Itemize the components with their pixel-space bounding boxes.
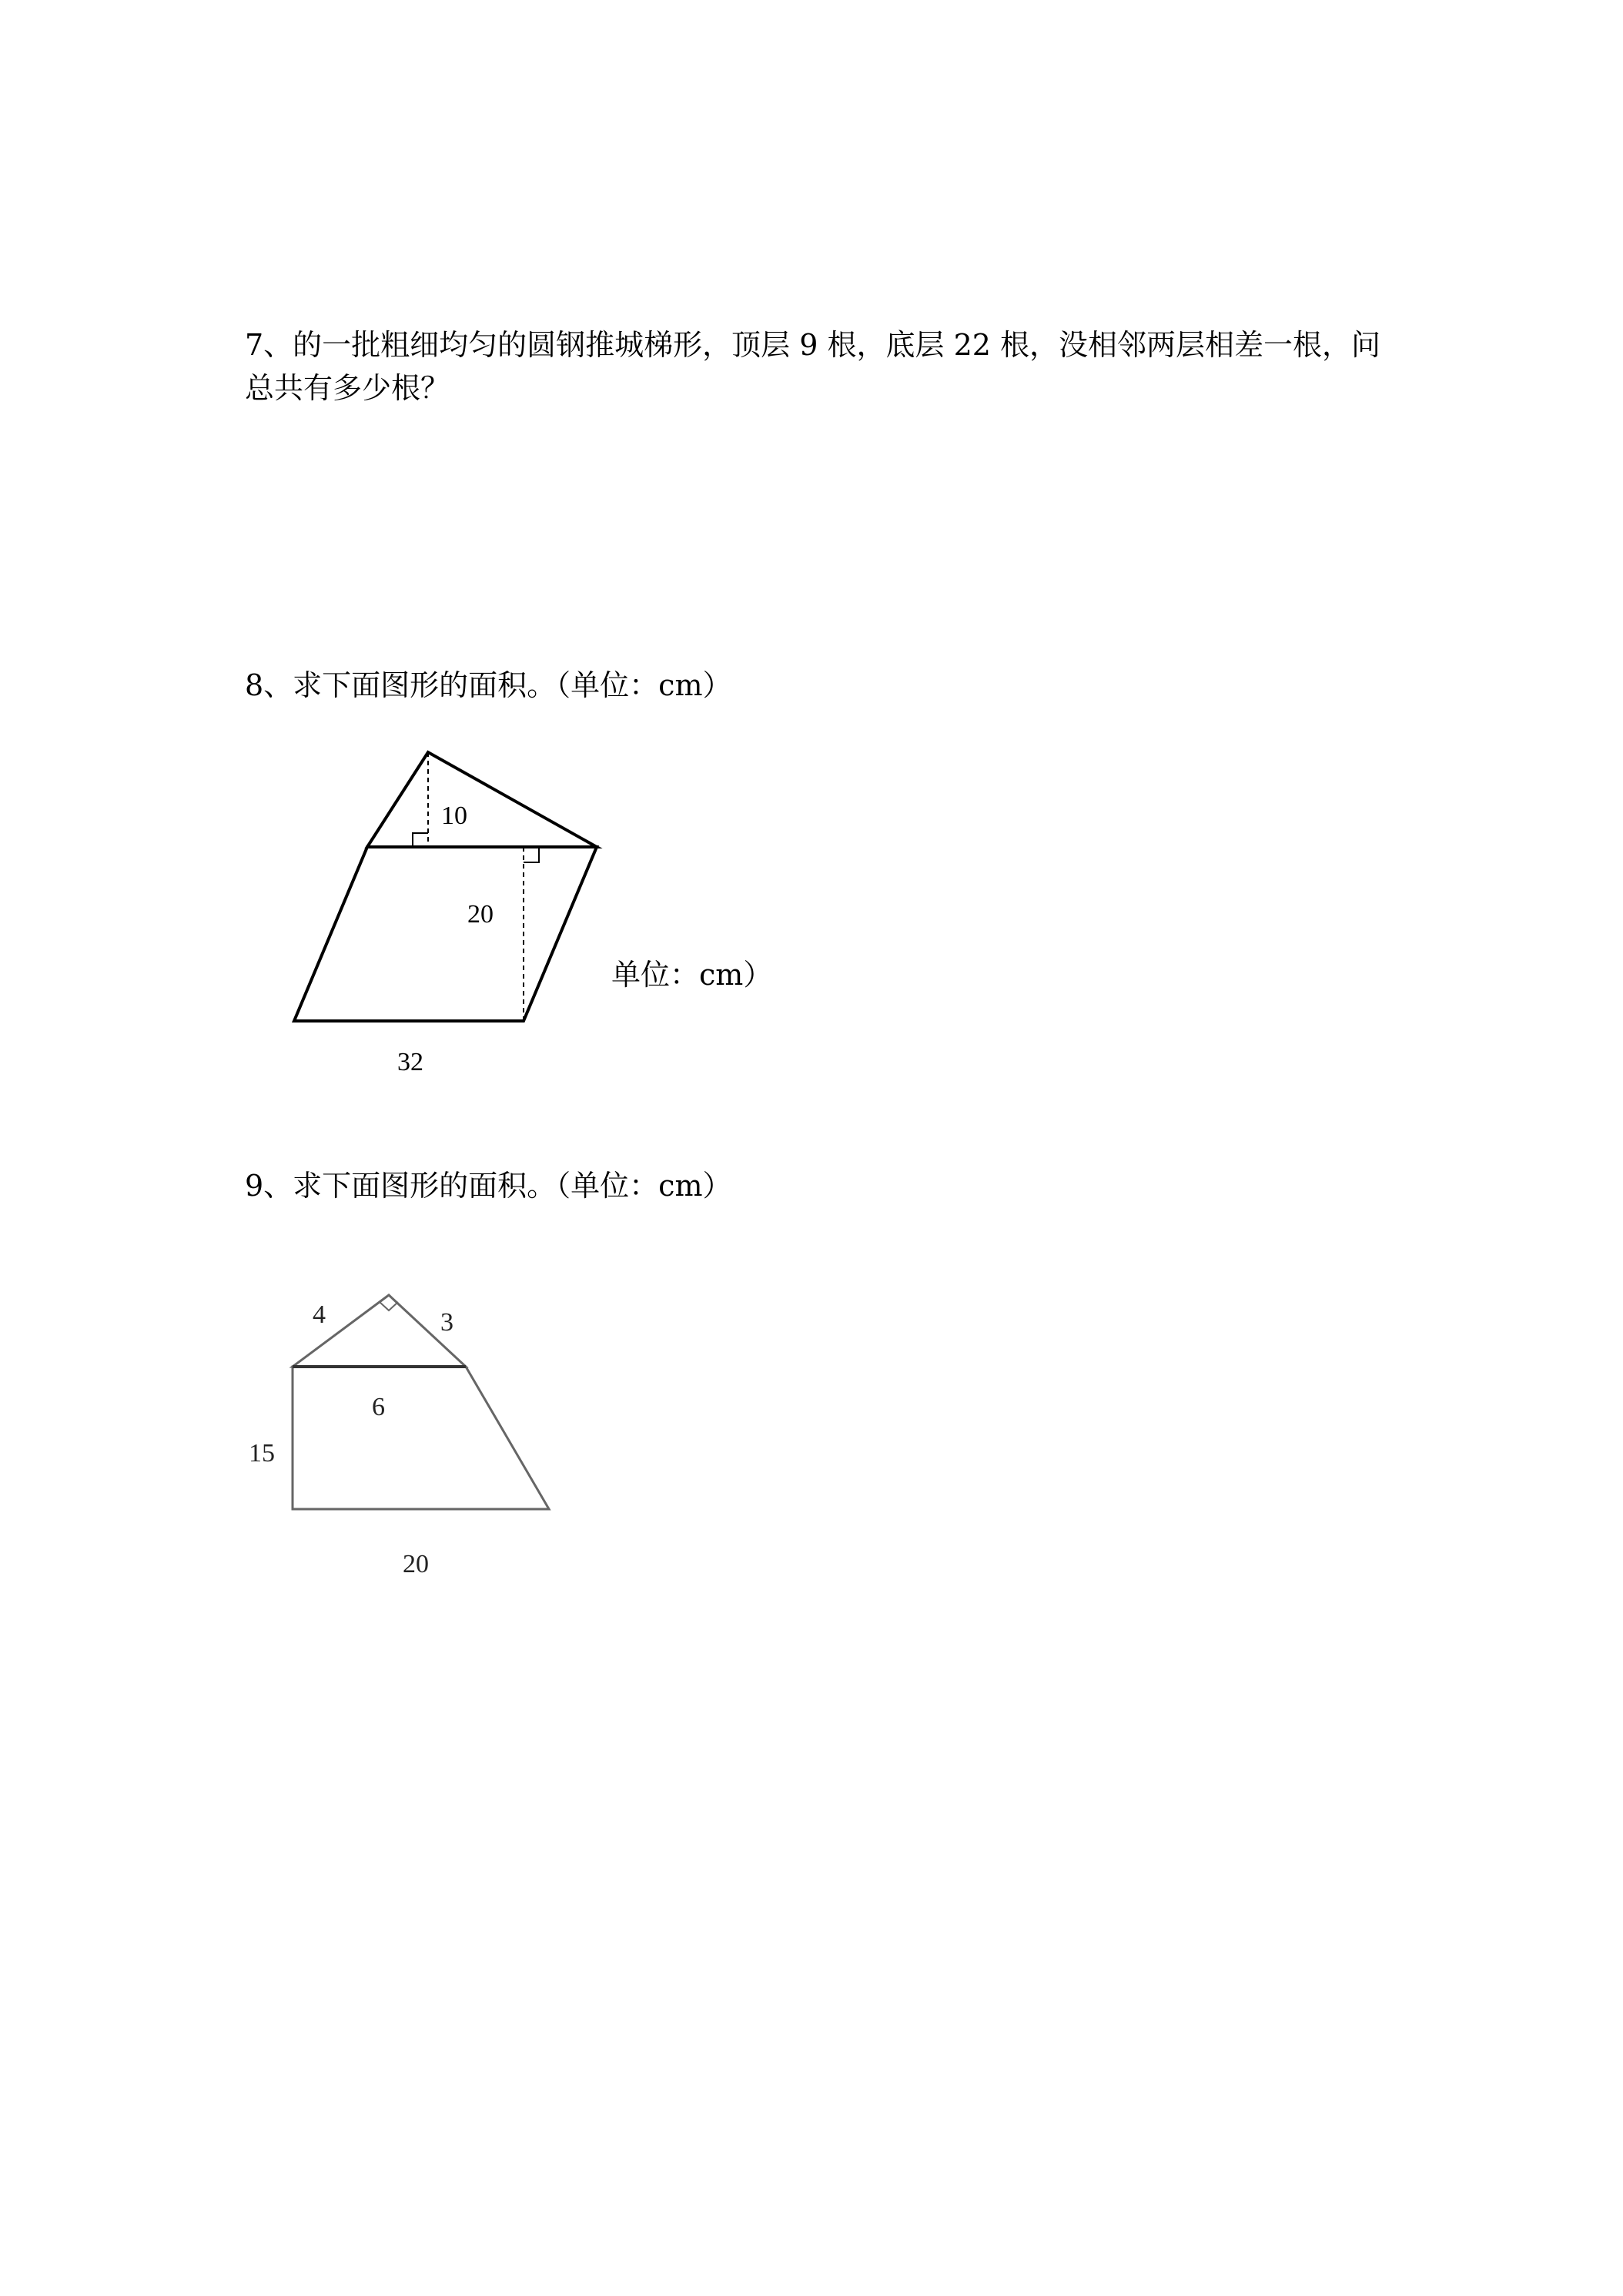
fig9-label-height: 15	[249, 1439, 275, 1468]
fig8-parallelogram	[294, 847, 597, 1021]
figure-8-unit-note: 单位：cm）	[611, 958, 773, 992]
fig9-label-leg-left: 4	[313, 1300, 326, 1329]
fig9-trapezoid	[293, 1367, 549, 1509]
fig9-right-angle-mark	[380, 1302, 398, 1310]
fig9-label-leg-right: 3	[440, 1308, 453, 1337]
fig8-right-angle-mark-1	[413, 833, 428, 847]
figure-9-diagram	[239, 1274, 562, 1590]
question-8-text: 8、求下面图形的面积。（单位：cm）	[245, 668, 732, 702]
fig9-label-top-width: 6	[372, 1393, 385, 1421]
question-7-text: 7、的一批粗细均匀的圆钢推城梯形，顶层 9 根，底层 22 根，没相邻两层相差一根，问总共有多少根？	[245, 328, 1381, 405]
question-9-text: 9、求下面图形的面积。（单位：cm）	[245, 1169, 732, 1203]
fig8-right-angle-mark-2	[524, 847, 539, 862]
fig8-label-parallelogram-height: 20	[467, 900, 494, 929]
figure-8-diagram	[285, 739, 608, 1078]
fig8-label-base: 32	[397, 1048, 423, 1076]
fig9-label-base: 20	[403, 1550, 429, 1578]
fig8-triangle	[367, 752, 597, 847]
fig8-label-triangle-height: 10	[441, 802, 467, 830]
